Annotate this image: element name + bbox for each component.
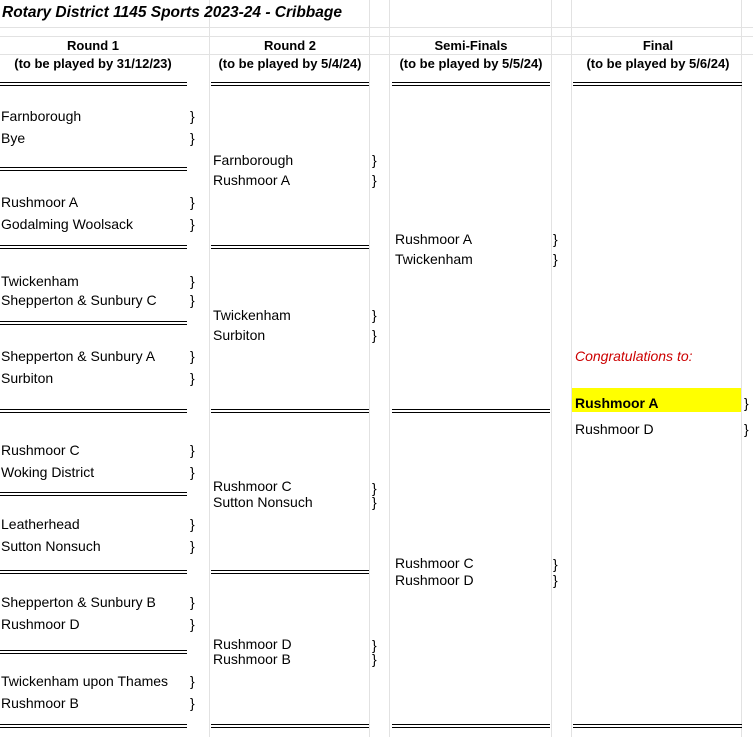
brace: } (372, 327, 377, 343)
match-divider (0, 409, 187, 413)
r1-team: Rushmoor C (1, 442, 80, 458)
r1-team: Rushmoor A (1, 194, 79, 210)
round-header-1 (0, 37, 186, 73)
r2-team: Rushmoor C (213, 478, 292, 494)
r1-team: Leatherhead (1, 516, 80, 532)
brace: } (372, 152, 377, 168)
r1-team: Twickenham upon Thames (1, 673, 169, 689)
round-deadline: (to be played by 5/5/24) (399, 56, 543, 71)
brace: } (190, 273, 195, 289)
match-divider (211, 245, 369, 249)
brace: } (190, 442, 195, 458)
winner-highlight (572, 388, 741, 412)
brace: } (190, 616, 195, 632)
round-deadline: (to be played by 5/6/24) (586, 56, 730, 71)
match-divider (0, 167, 187, 171)
brace: } (744, 395, 749, 411)
brace: } (190, 194, 195, 210)
round-header-3 (392, 37, 550, 73)
brace: } (190, 130, 195, 146)
brace: } (190, 216, 195, 232)
r2-team: Surbiton (213, 327, 266, 343)
page-title: Rotary District 1145 Sports 2023-24 - Cribbage (2, 4, 342, 21)
brace: } (372, 480, 377, 496)
semi-team: Rushmoor A (395, 231, 473, 247)
r2-team: Rushmoor B (213, 651, 291, 667)
r1-team: Woking District (1, 464, 95, 480)
brace: } (190, 673, 195, 689)
brace: } (190, 464, 195, 480)
brace: } (190, 108, 195, 124)
match-divider (0, 321, 187, 325)
r2-team: Sutton Nonsuch (213, 494, 313, 510)
brace: } (372, 651, 377, 667)
r1-team: Godalming Woolsack (1, 216, 134, 232)
match-divider (392, 409, 550, 413)
match-divider (0, 245, 187, 249)
r1-team: Bye (1, 130, 26, 146)
brace: } (744, 421, 749, 437)
semi-team: Rushmoor C (395, 555, 474, 571)
brace: } (372, 637, 377, 653)
r1-team: Twickenham (1, 273, 79, 289)
brace: } (553, 572, 558, 588)
semi-team: Twickenham (395, 251, 473, 267)
match-divider (0, 724, 187, 728)
runner-up-name: Rushmoor D (575, 421, 654, 437)
r2-team: Rushmoor D (213, 636, 292, 652)
match-divider (0, 650, 187, 654)
r1-team: Sutton Nonsuch (1, 538, 101, 554)
brace: } (553, 251, 558, 267)
brace: } (190, 538, 195, 554)
round-header-4 (573, 37, 743, 73)
match-divider (392, 724, 550, 728)
match-divider (573, 724, 742, 728)
brace: } (372, 307, 377, 323)
brace: } (190, 516, 195, 532)
header-divider (0, 82, 187, 86)
brace: } (190, 292, 195, 308)
brace: } (190, 695, 195, 711)
round-name: Final (642, 38, 674, 53)
round-deadline: (to be played by 5/4/24) (218, 56, 362, 71)
brace: } (553, 231, 558, 247)
brace: } (190, 370, 195, 386)
round-name: Semi-Finals (434, 38, 508, 53)
brace: } (190, 594, 195, 610)
brace: } (372, 494, 377, 510)
winner-name: Rushmoor A (575, 395, 659, 411)
r1-team: Surbiton (1, 370, 54, 386)
r1-team: Rushmoor B (1, 695, 79, 711)
brace: } (190, 348, 195, 364)
header-divider (392, 82, 550, 86)
congratulations-label: Congratulations to: (575, 348, 693, 364)
header-divider (211, 82, 369, 86)
round-deadline: (to be played by 31/12/23) (14, 56, 172, 71)
match-divider (211, 409, 369, 413)
r1-team: Shepperton & Sunbury B (1, 594, 156, 610)
r2-team: Twickenham (213, 307, 291, 323)
match-divider (211, 570, 369, 574)
match-divider (0, 492, 187, 496)
r1-team: Shepperton & Sunbury C (1, 292, 157, 308)
round-name: Round 1 (67, 38, 119, 53)
r2-team: Rushmoor A (213, 172, 291, 188)
r2-team: Farnborough (213, 152, 294, 168)
header-divider (573, 82, 742, 86)
match-divider (211, 724, 369, 728)
round-name: Round 2 (264, 38, 316, 53)
match-divider (0, 570, 187, 574)
brace: } (372, 172, 377, 188)
r1-team: Farnborough (1, 108, 82, 124)
r1-team: Rushmoor D (1, 616, 80, 632)
semi-team: Rushmoor D (395, 572, 474, 588)
brace: } (553, 556, 558, 572)
r1-team: Shepperton & Sunbury A (1, 348, 156, 364)
round-header-2 (211, 37, 369, 73)
